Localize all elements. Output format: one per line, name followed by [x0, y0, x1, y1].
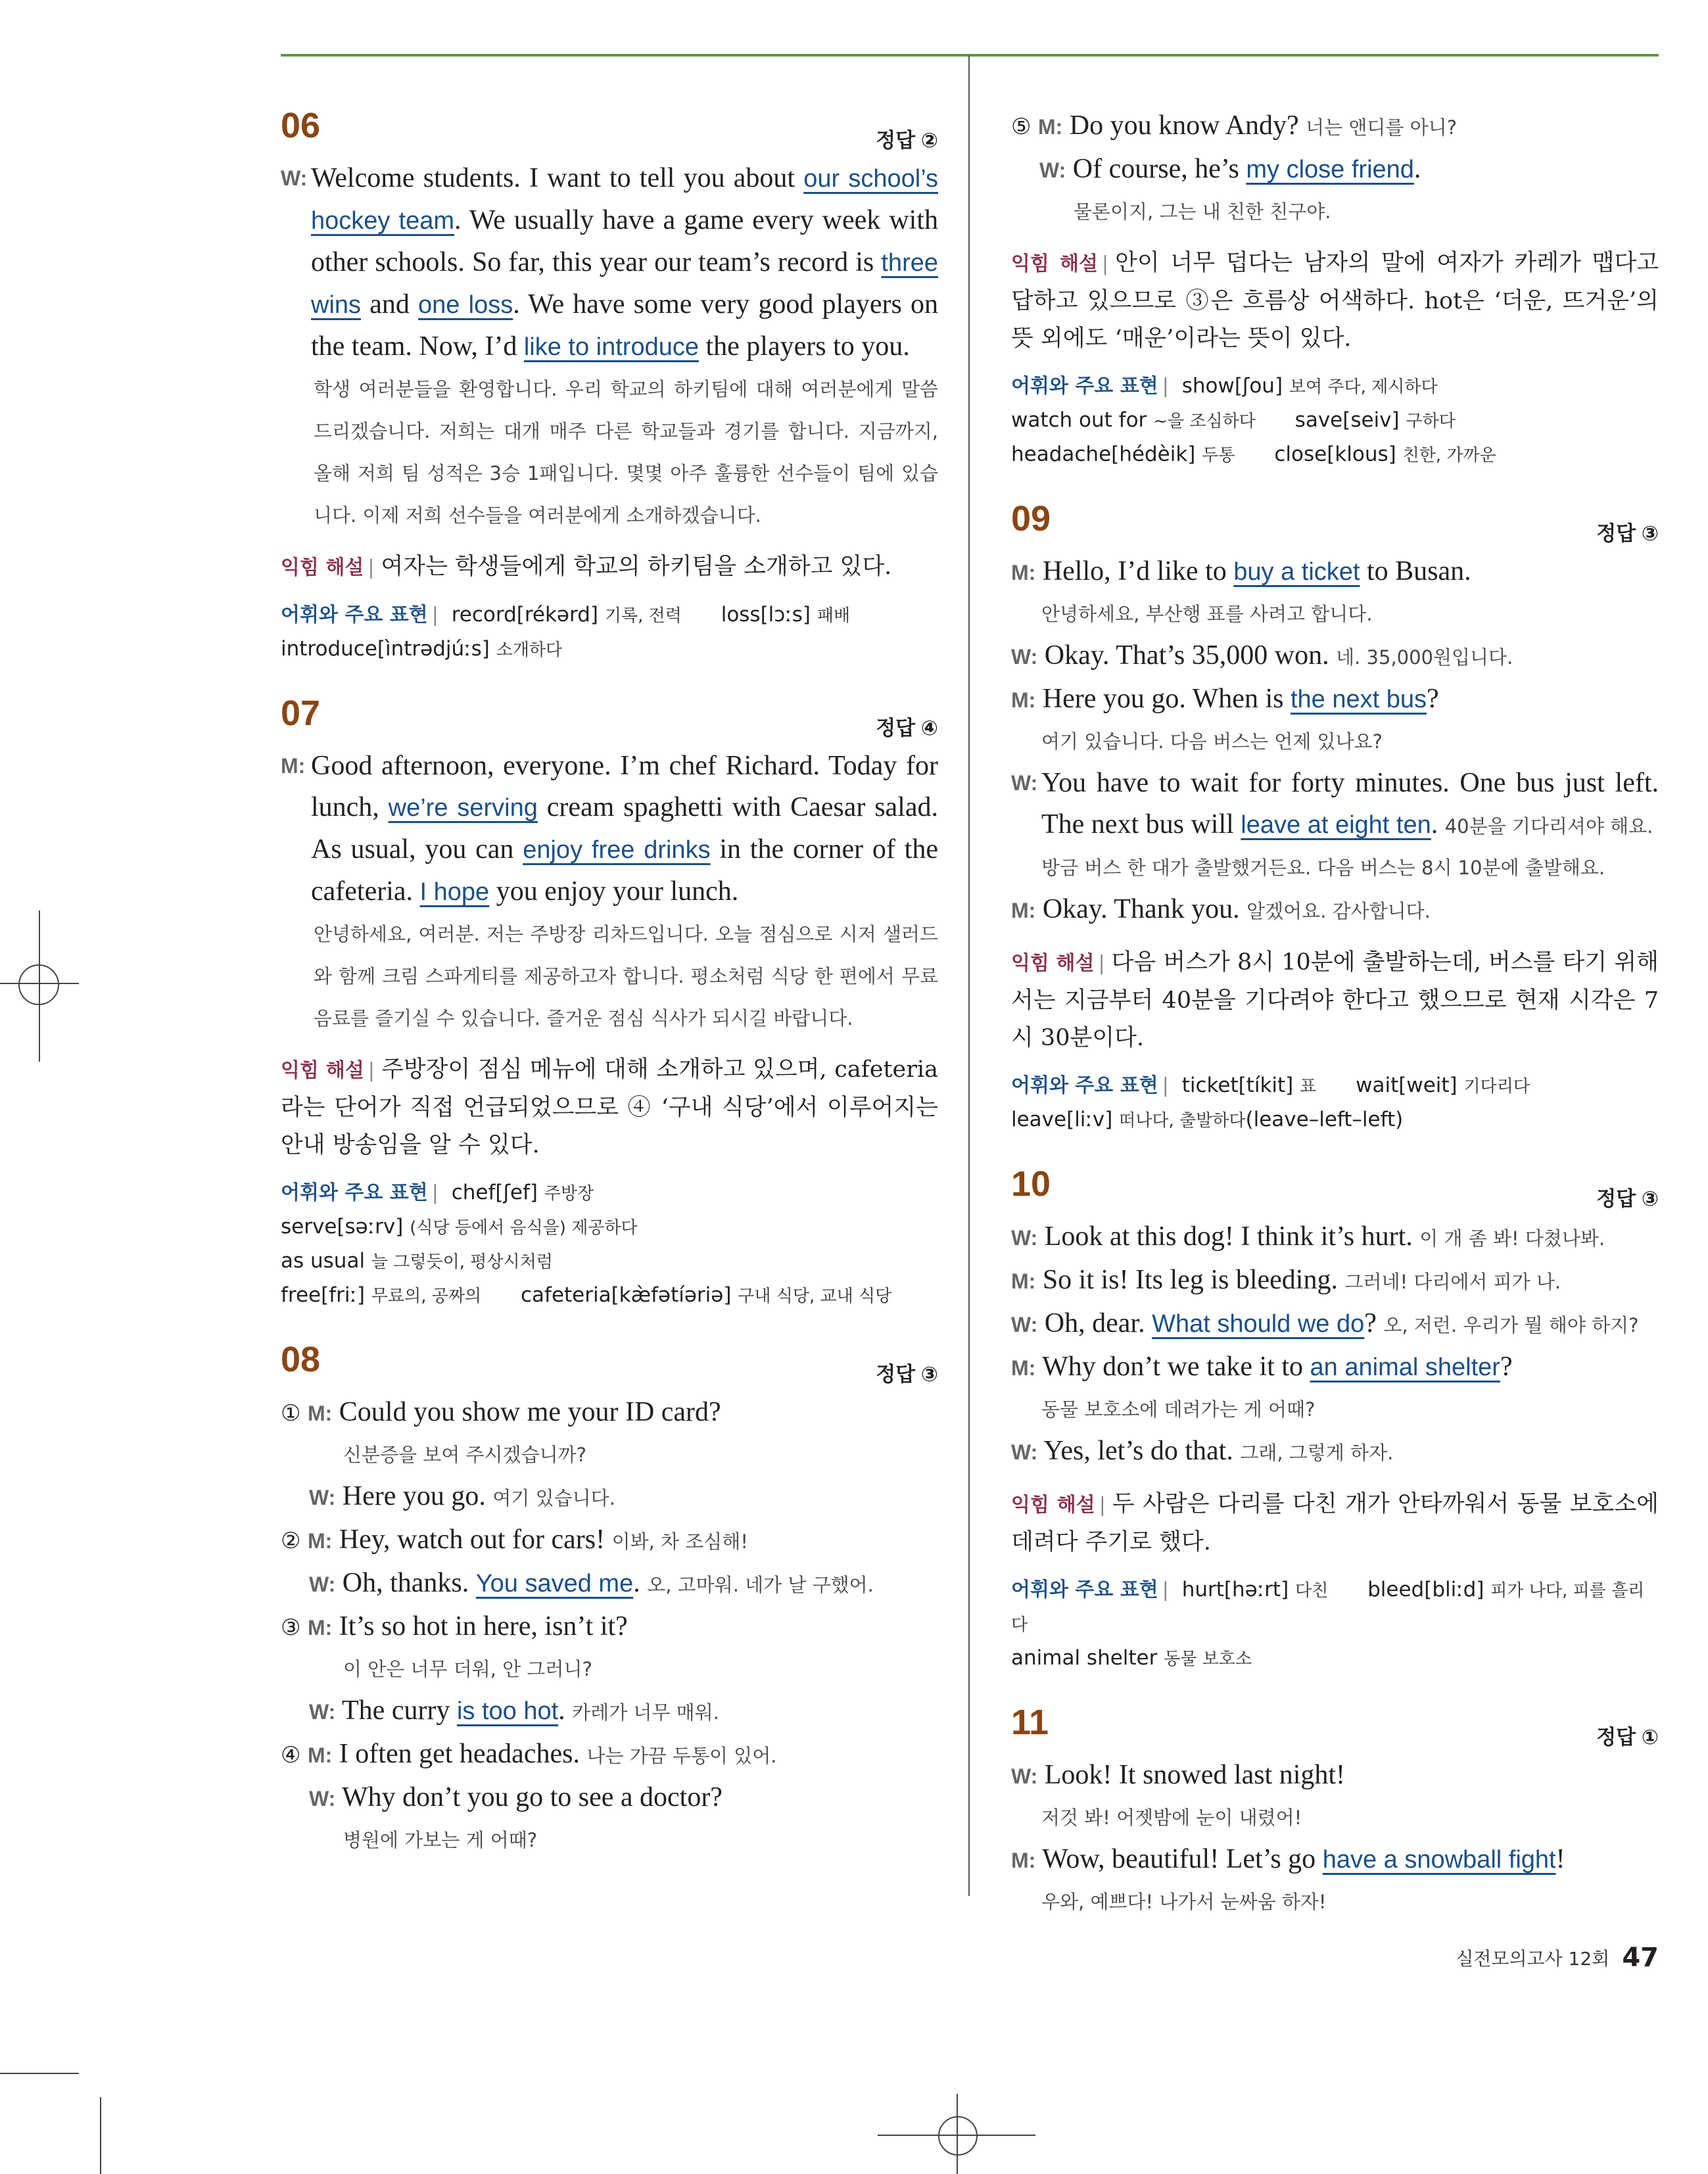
dialog-line: ④ M: I often get headaches. 나는 가끔 두통이 있어. [281, 1739, 777, 1769]
script-text: Welcome students. I want to tell you about our school’s hockey team. We usually have a game every week with other schools. So far, this year our team’s record is three wins and one loss. We have some very good players on the team. Now, I’d like to introduce the players to you. [311, 163, 938, 362]
blank-answer: leave at eight ten [1241, 811, 1431, 839]
dialog-line: M: Wow, beautiful! Let’s go have a snowball fight! [1011, 1844, 1565, 1874]
vocabulary: 어휘와 주요 표현 | ticket[tíkit] 표 wait[weit] 기다리다 leave[liːv] 떠나다, 출발하다(leave–left–left) [1011, 1074, 1530, 1131]
question-07 [281, 693, 938, 1313]
right-column [1011, 105, 1659, 1949]
explanation-label: 익힘 해설 [1011, 252, 1098, 275]
korean-translation: 물론이지, 그는 내 친한 친구야. [1074, 201, 1331, 223]
dialog-line: W: The curry is too hot. 카레가 너무 매워. [309, 1695, 719, 1726]
explanation: 익힘 해설 | 여자는 학생들에게 학교의 하키팀을 소개하고 있다. [281, 554, 892, 580]
question-06 [281, 105, 938, 667]
vocabulary: 어휘와 주요 표현 | record[rékərd] 기록, 전력 loss[lɔːs] 패배 introduce[ìntrədjúːs] 소개하다 [281, 603, 851, 661]
vocabulary-label: 어휘와 주요 표현 [281, 603, 428, 626]
crop-mark [100, 2097, 101, 2174]
blank-answer: is too hot [456, 1697, 559, 1725]
blank-answer: the next bus [1290, 686, 1427, 713]
script-text: Good afternoon, everyone. I’m chef Richard. Today for lunch, we’re serving cream spaghetti with Caesar salad. As usual, you can enjoy free drinks in the corner of the cafeteria. I hope you enjoy your lunch. [311, 751, 938, 907]
dialog-line: W: Okay. That’s 35,000 won. 네. 35,000원입니다. [1011, 640, 1513, 671]
korean-translation: 병원에 가보는 게 어때? [343, 1829, 538, 1851]
question-08-continued [1011, 105, 1659, 472]
blank-answer: I hope [419, 878, 490, 906]
dialog-line: M: Here you go. When is the next bus? [1011, 684, 1439, 714]
dialog-line: W: Oh, thanks. You saved me. 오, 고마워. 네가 날 구했어. [309, 1568, 874, 1598]
dialog-line: ③ M: It’s so hot in here, isn’t it? [281, 1611, 628, 1642]
korean-translation: 안녕하세요, 부산행 표를 사려고 합니다. [1041, 603, 1373, 625]
korean-translation: 신분증을 보여 주시겠습니까? [343, 1444, 586, 1466]
dialog-line: W: Look! It snowed last night! [1011, 1760, 1346, 1790]
question-number: 08 [281, 1340, 321, 1379]
blank-answer: three wins [311, 249, 938, 319]
answer-label: 정답 ④ [876, 717, 938, 740]
blank-answer: one loss [418, 291, 513, 319]
korean-translation: 이 안은 너무 더워, 안 그러니? [343, 1658, 592, 1680]
explanation: 익힘 해설 | 두 사람은 다리를 다친 개가 안타까워서 동물 보호소에 데려다 주기로 했다. [1011, 1491, 1659, 1555]
registration-mark [938, 2116, 978, 2156]
crop-mark [0, 2073, 79, 2074]
vocabulary-label: 어휘와 주요 표현 [1011, 1074, 1158, 1097]
vocabulary-label: 어휘와 주요 표현 [1011, 1578, 1158, 1601]
dialog-line: ② M: Hey, watch out for cars! 이봐, 차 조심해! [281, 1524, 748, 1555]
blank-answer: my close friend [1246, 156, 1414, 183]
blank-answer: our school’s hockey team [311, 165, 938, 235]
dialog-line: W: Oh, dear. What should we do? 오, 저런. 우리가 뭘 해야 하지? [1011, 1308, 1639, 1338]
answer-label: 정답 ① [1596, 1726, 1659, 1749]
registration-mark [18, 964, 59, 1005]
question-08 [281, 1339, 938, 1861]
page-number: 47 [1622, 1943, 1659, 1973]
page-footer [1456, 1943, 1659, 1973]
speaker-label: M: [281, 754, 306, 778]
blank-answer: an animal shelter [1310, 1354, 1500, 1381]
dialog-line: M: Okay. Thank you. 알겠어요. 감사합니다. [1011, 894, 1431, 924]
question-number: 09 [1011, 499, 1051, 538]
dialog-line: W: You have to wait for forty minutes. One bus just left. The next bus will leave at eight ten. 40분을 기다리셔야 해요. [1011, 768, 1659, 839]
explanation: 익힘 해설 | 주방장이 점심 메뉴에 대해 소개하고 있으며, cafeteria라는 단어가 직접 언급되었으므로 ④ ‘구내 식당’에서 이루어지는 안내 방송임을 알 수 있다. [281, 1056, 938, 1158]
question-number: 07 [281, 694, 321, 733]
blank-answer: buy a ticket [1233, 558, 1360, 586]
dialog-line: ⑤ M: Do you know Andy? 너는 앤디를 아니? [1011, 110, 1458, 141]
left-column [281, 105, 938, 1887]
explanation-label: 익힘 해설 [281, 556, 364, 579]
blank-answer: have a snowball fight [1322, 1846, 1556, 1874]
answer-label: 정답 ③ [1596, 522, 1659, 545]
blank-answer: we’re serving [388, 794, 538, 822]
explanation-label: 익힘 해설 [1011, 1494, 1095, 1517]
dialog-line: W: Look at this dog! I think it’s hurt. 이 개 좀 봐! 다쳤나봐. [1011, 1221, 1605, 1252]
blank-answer: like to introduce [523, 333, 699, 361]
dialog-line: M: So it is! Its leg is bleeding. 그러네! 다리에서 피가 나. [1011, 1265, 1561, 1295]
blank-answer: enjoy free drinks [523, 836, 711, 864]
vocabulary-label: 어휘와 주요 표현 [1011, 375, 1158, 398]
dialog-line: W: Why don’t you go to see a doctor? [309, 1782, 723, 1812]
dialog-line: ① M: Could you show me your ID card? [281, 1397, 721, 1427]
question-number: 06 [281, 106, 321, 145]
vocabulary: 어휘와 주요 표현 | chef[ʃef] 주방장 serve[səːrv] (식당 등에서 음식을) 제공하다 as usual 늘 그렇듯이, 평상시처럼 free[friː] 무료의, 공짜의 cafeteria[kæ̀fətíəriə] 구내 식당, 교내 식당 [281, 1181, 892, 1307]
korean-translation: 여기 있습니다. 다음 버스는 언제 있나요? [1041, 730, 1383, 753]
blank-answer: You saved me [475, 1570, 634, 1597]
question-11 [1011, 1702, 1659, 1923]
question-number: 10 [1011, 1164, 1051, 1204]
question-10 [1011, 1164, 1659, 1676]
korean-translation: 동물 보호소에 데려가는 게 어때? [1041, 1398, 1316, 1421]
speaker-label: W: [281, 166, 308, 190]
dialog-line: W: Of course, he’s my close friend. [1039, 154, 1421, 184]
dialog-line: W: Yes, let’s do that. 그래, 그렇게 하자. [1011, 1436, 1394, 1466]
answer-label: 정답 ③ [876, 1363, 938, 1386]
korean-translation: 우와, 예쁘다! 나가서 눈싸움 하자! [1041, 1891, 1327, 1913]
korean-translation: 안녕하세요, 여러분. 저는 주방장 리차드입니다. 오늘 점심으로 시저 샐러드와 함께 크림 스파게티를 제공하고자 합니다. 평소처럼 식당 한 편에서 무료 음료를 즐기실 수 있습니다. 즐거운 점심 식사가 되시길 바랍니다. [314, 923, 938, 1029]
dialog-line: W: Here you go. 여기 있습니다. [309, 1481, 615, 1511]
vocabulary: 어휘와 주요 표현 | hurt[həːrt] 다친 bleed[bliːd] 피가 나다, 피를 흘리다 animal shelter 동물 보호소 [1011, 1578, 1645, 1670]
top-rule [281, 54, 1659, 57]
question-09 [1011, 498, 1659, 1137]
blank-answer: What should we do [1152, 1310, 1365, 1338]
footer-label: 실전모의고사 12회 [1456, 1948, 1610, 1970]
korean-translation: 방금 버스 한 대가 출발했거든요. 다음 버스는 8시 10분에 출발해요. [1041, 857, 1605, 879]
korean-translation: 학생 여러분들을 환영합니다. 우리 학교의 하키팀에 대해 여러분에게 말씀드리겠습니다. 저희는 대개 매주 다른 학교들과 경기를 합니다. 지금까지, 올해 저희 팀 성적은 3승 1패입니다. 몇몇 아주 훌륭한 선수들이 팀에 있습니다. 이제 저희 선수들을 여러분에게 소개하겠습니다. [314, 378, 938, 527]
answer-label: 정답 ③ [1596, 1187, 1659, 1210]
explanation: 익힘 해설 | 다음 버스가 8시 10분에 출발하는데, 버스를 타기 위해서는 지금부터 40분을 기다려야 한다고 했으므로 현재 시각은 7시 30분이다. [1011, 949, 1659, 1051]
vocabulary: 어휘와 주요 표현 | show[ʃou] 보여 주다, 제시하다 watch out for ~을 조심하다 save[seiv] 구하다 headache[hédèik] 두통 close[klous] 친한, 가까운 [1011, 374, 1496, 466]
explanation-label: 익힘 해설 [1011, 952, 1095, 975]
question-number: 11 [1011, 1703, 1049, 1742]
korean-translation: 저것 봐! 어젯밤에 눈이 내렸어! [1041, 1807, 1302, 1829]
vocabulary-label: 어휘와 주요 표현 [281, 1181, 428, 1204]
column-divider [968, 55, 970, 1896]
dialog-line: M: Why don’t we take it to an animal shelter? [1011, 1352, 1513, 1382]
answer-label: 정답 ② [876, 129, 938, 152]
explanation: 익힘 해설 | 안이 너무 덥다는 남자의 말에 여자가 카레가 맵다고 답하고 있으므로 ③은 흐름상 어색하다. hot은 ‘더운, 뜨거운’의 뜻 외에도 ‘매운’이라는 뜻이 있다. [1011, 250, 1659, 352]
dialog-line: M: Hello, I’d like to buy a ticket to Busan. [1011, 556, 1471, 586]
explanation-label: 익힘 해설 [281, 1059, 364, 1082]
